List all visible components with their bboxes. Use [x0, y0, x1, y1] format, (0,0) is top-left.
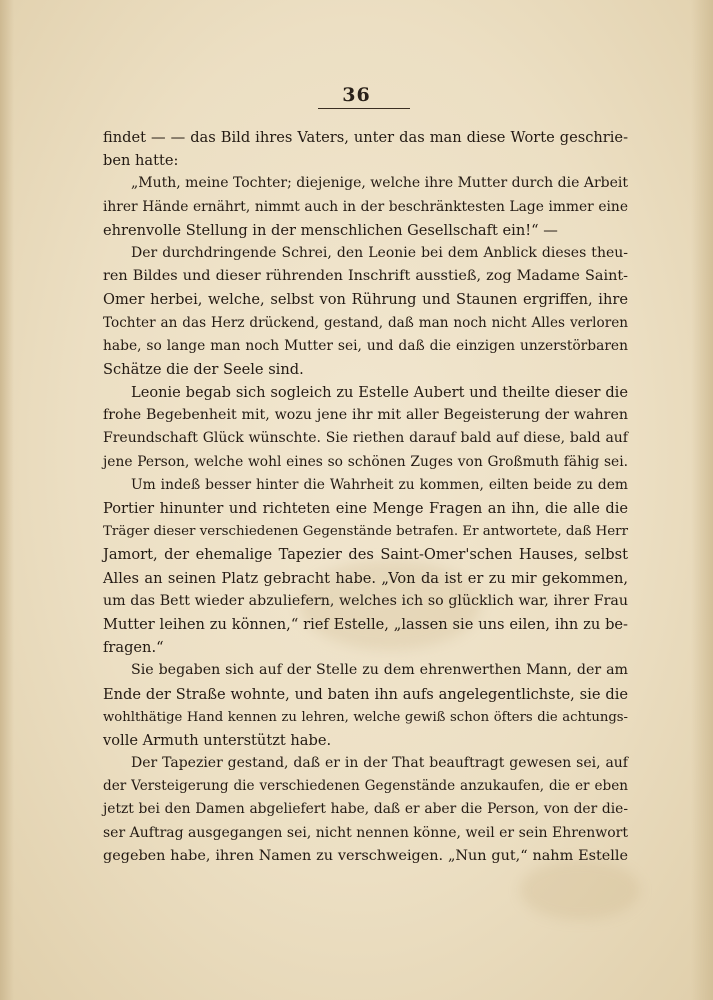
text-line: Tochter an das Herz drückend, gestand, daß man noch nicht Alles verloren — [103, 314, 628, 331]
text-line: habe, so lange man noch Mutter sei, und daß die einzigen unzerstörbaren — [103, 337, 628, 354]
text-line: Träger dieser verschiedenen Gegenstände betrafen. Er antwortete, daß Herr — [103, 524, 628, 540]
paper-stain — [520, 860, 640, 920]
text-line: Sie begaben sich auf der Stelle zu dem ehrenwerthen Mann, der am — [131, 662, 628, 679]
text-line: volle Armuth unterstützt habe. — [103, 731, 332, 749]
text-line: Jamort, der ehemalige Tapezier des Saint-Omer'schen Hauses, selbst — [103, 546, 628, 564]
text-line: ehrenvolle Stellung in der menschlichen Gesellschaft ein!“ — — [103, 221, 558, 239]
text-line: Freundschaft Glück wünschte. Sie riethen darauf bald auf diese, bald auf — [103, 430, 628, 447]
page-number: 36 — [342, 84, 371, 106]
text-line: Um indeß besser hinter die Wahrheit zu kommen, eilten beide zu dem — [131, 476, 628, 493]
text-line: wohlthätige Hand kennen zu lehren, welche gewiß schon öfters die achtungs- — [103, 709, 628, 725]
text-line: Omer herbei, welche, selbst von Rührung und Staunen ergriffen, ihre — [103, 291, 628, 309]
text-line: ihrer Hände ernährt, nimmt auch in der beschränktesten Lage immer eine — [103, 198, 628, 215]
text-line: ben hatte: — [103, 152, 179, 170]
text-line: Mutter leihen zu können,“ rief Estelle, „lassen sie uns eilen, ihn zu be- — [103, 615, 628, 633]
text-line: „Muth, meine Tochter; diejenige, welche ihre Mutter durch die Arbeit — [131, 175, 628, 192]
text-line: fragen.“ — [103, 639, 164, 657]
text-line: frohe Begebenheit mit, wozu jene ihr mit aller Begeisterung der wahren — [103, 407, 628, 424]
text-line: Ende der Straße wohnte, und baten ihn aufs angelegentlichste, sie die — [103, 685, 628, 703]
text-line: jene Person, welche wohl eines so schönen Zuges von Großmuth fähig sei. — [103, 453, 628, 470]
text-line: Leonie begab sich sogleich zu Estelle Aubert und theilte dieser die — [131, 384, 628, 402]
text-line: Der durchdringende Schrei, den Leonie bei dem Anblick dieses theu- — [131, 244, 628, 261]
text-line: findet — — das Bild ihres Vaters, unter das man diese Worte geschrie- — [103, 129, 628, 146]
text-line: Der Tapezier gestand, daß er in der That beauftragt gewesen sei, auf — [131, 755, 628, 772]
page-edge-right — [691, 0, 713, 1000]
text-line: ren Bildes und dieser rührenden Inschrift ausstieß, zog Madame Saint- — [103, 268, 628, 285]
text-line: um das Bett wieder abzuliefern, welches ich so glücklich war, ihrer Frau — [103, 592, 628, 609]
page-number-rule — [318, 108, 410, 109]
text-line: gegeben habe, ihren Namen zu verschweigen. „Nun gut,“ nahm Estelle — [103, 847, 628, 864]
body-text — [103, 126, 628, 868]
text-line: Portier hinunter und richteten eine Menge Fragen an ihn, die alle die — [103, 500, 628, 517]
text-line: Alles an seinen Platz gebracht habe. „Von da ist er zu mir gekommen, — [103, 569, 628, 587]
text-line: ser Auftrag ausgegangen sei, nicht nennen könne, weil er sein Ehrenwort — [103, 824, 628, 841]
page-edge-left — [0, 0, 14, 1000]
text-line: jetzt bei den Damen abgeliefert habe, daß er aber die Person, von der die- — [103, 801, 628, 818]
text-line: Schätze die der Seele sind. — [103, 360, 304, 378]
text-line: der Versteigerung die verschiedenen Gegenstände anzukaufen, die er eben — [103, 778, 628, 795]
